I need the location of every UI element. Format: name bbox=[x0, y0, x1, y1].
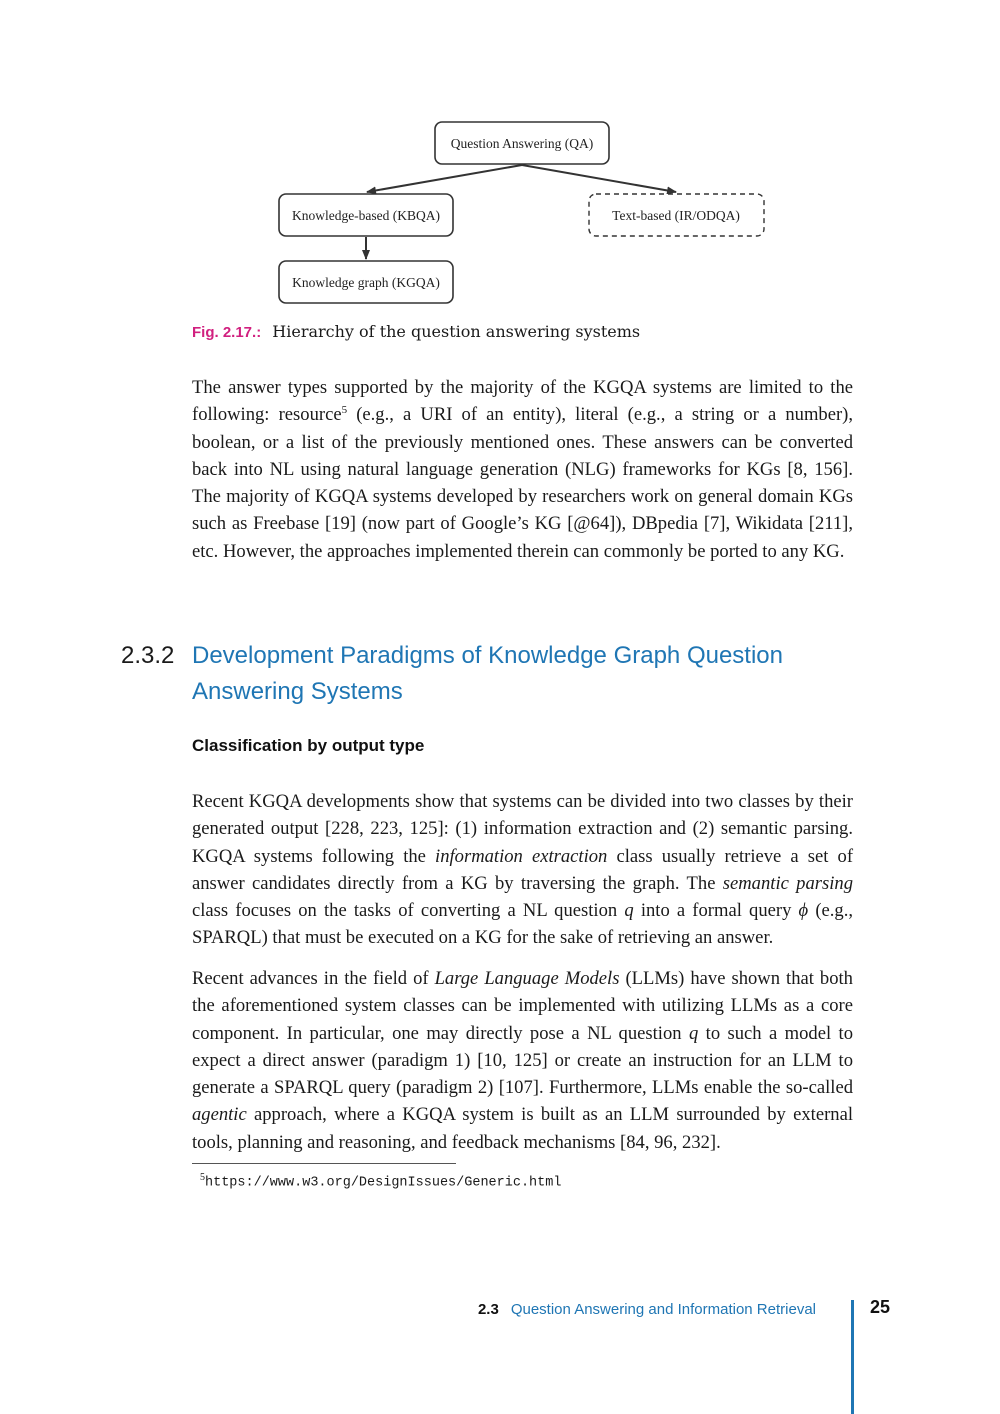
node-root bbox=[435, 122, 609, 164]
math-symbol: q bbox=[624, 900, 634, 922]
paragraph-text: to such a model to expect a direct answer (paradigm 1) [10, 125] or create an instruction for an LLM to generate a SPARQL query (paradigm 2) [107]. Furthermore, LLMs enable the so-called bbox=[192, 1022, 853, 1099]
page-footer bbox=[0, 1297, 1000, 1414]
section-number: 2.3.2 bbox=[121, 642, 175, 669]
paragraph-text: into a formal query bbox=[633, 900, 799, 922]
italic-term: Large Language Models bbox=[434, 968, 620, 989]
footnote-reference[interactable]: 5 bbox=[341, 404, 348, 417]
paragraph-llm-advances bbox=[192, 965, 853, 1156]
footnote-divider bbox=[192, 1163, 456, 1164]
paragraph-text: class focuses on the tasks of converting a NL question bbox=[192, 900, 625, 922]
edge-root-to-text bbox=[522, 165, 676, 192]
page-number: 25 bbox=[870, 1297, 891, 1317]
paragraph-text: Recent KGQA developments show that systems can be divided into two classes by their generated output [228, 223, 125]: (1) information extraction and (2) semantic parsing. KGQA systems following the bbox=[192, 791, 853, 867]
paragraph-text: (e.g., a URI of an entity), literal (e.g., a string or a number), boolean, or a list of the previously mentioned ones. These answers can be converted back into NL using natural language generation (NLG) frameworks for KGs [8, 156]. The majority of KGQA systems developed by researchers work on general domain KGs such as Freebase [19] (now part of Google’s KG [@64]), DBpedia [7], Wikidata [211], etc. However, the approaches implemented therein can commonly be ported to any KG. bbox=[192, 404, 853, 562]
footnote-url[interactable]: https://www.w3.org/DesignIssues/Generic.html bbox=[205, 1175, 562, 1191]
footnote bbox=[200, 1168, 561, 1194]
footer-section-number: 2.3 bbox=[477, 1301, 499, 1318]
italic-term: agentic bbox=[192, 1104, 247, 1126]
node-root-label: Question Answering (QA) bbox=[450, 136, 594, 151]
paragraph-text: Recent advances in the field of bbox=[192, 968, 435, 989]
section-title: Development Paradigms of Knowledge Graph Question Answering Systems bbox=[192, 642, 783, 705]
footnote-mark: 5 bbox=[200, 1172, 205, 1183]
math-symbol: ϕ bbox=[798, 900, 809, 922]
node-text-based-label: Text-based (IR/ODQA) bbox=[612, 208, 740, 223]
figure-caption-text: Hierarchy of the question answering systems bbox=[272, 322, 641, 341]
footer-section-title: Question Answering and Information Retrieval bbox=[510, 1301, 816, 1318]
node-kgqa bbox=[279, 261, 453, 303]
running-footer-section bbox=[478, 1301, 816, 1318]
edge-root-to-kbqa bbox=[367, 165, 522, 192]
paragraph-text: class usually retrieve a set of answer candidates directly from a KG by traversing the graph. The bbox=[192, 845, 854, 894]
figure-caption bbox=[192, 321, 640, 344]
paragraph-output-type bbox=[192, 788, 853, 952]
footer-accent-bar bbox=[851, 1300, 854, 1414]
paragraph-answer-types bbox=[192, 374, 853, 565]
node-kbqa-label: Knowledge-based (KBQA) bbox=[291, 208, 441, 223]
paragraph-text: (e.g., SPARQL) that must be executed on a KG for the sake of retrieving an answer. bbox=[192, 900, 854, 949]
paragraph-text: (LLMs) have shown that both the aforementioned system classes can be implemented with utilizing LLMs as a core component. In particular, one may directly pose a NL question bbox=[192, 968, 853, 1044]
node-kgqa-label: Knowledge graph (KGQA) bbox=[292, 275, 440, 290]
italic-term: semantic parsing bbox=[722, 872, 853, 894]
qa-hierarchy-diagram bbox=[0, 0, 1000, 320]
italic-term: information extraction bbox=[435, 845, 608, 867]
figure-label: Fig. 2.17.: bbox=[192, 324, 262, 341]
paragraph-text: approach, where a KGQA system is built as an LLM surrounded by external tools, planning and reasoning, and feedback mechanisms [84, 96, 232]. bbox=[192, 1104, 853, 1153]
math-symbol: q bbox=[688, 1022, 699, 1044]
paragraph-text: The answer types supported by the majority of the KGQA systems are limited to the following: resource bbox=[192, 377, 853, 426]
node-text-based bbox=[589, 194, 764, 236]
node-kbqa bbox=[279, 194, 453, 236]
subheading: Classification by output type bbox=[192, 736, 425, 755]
